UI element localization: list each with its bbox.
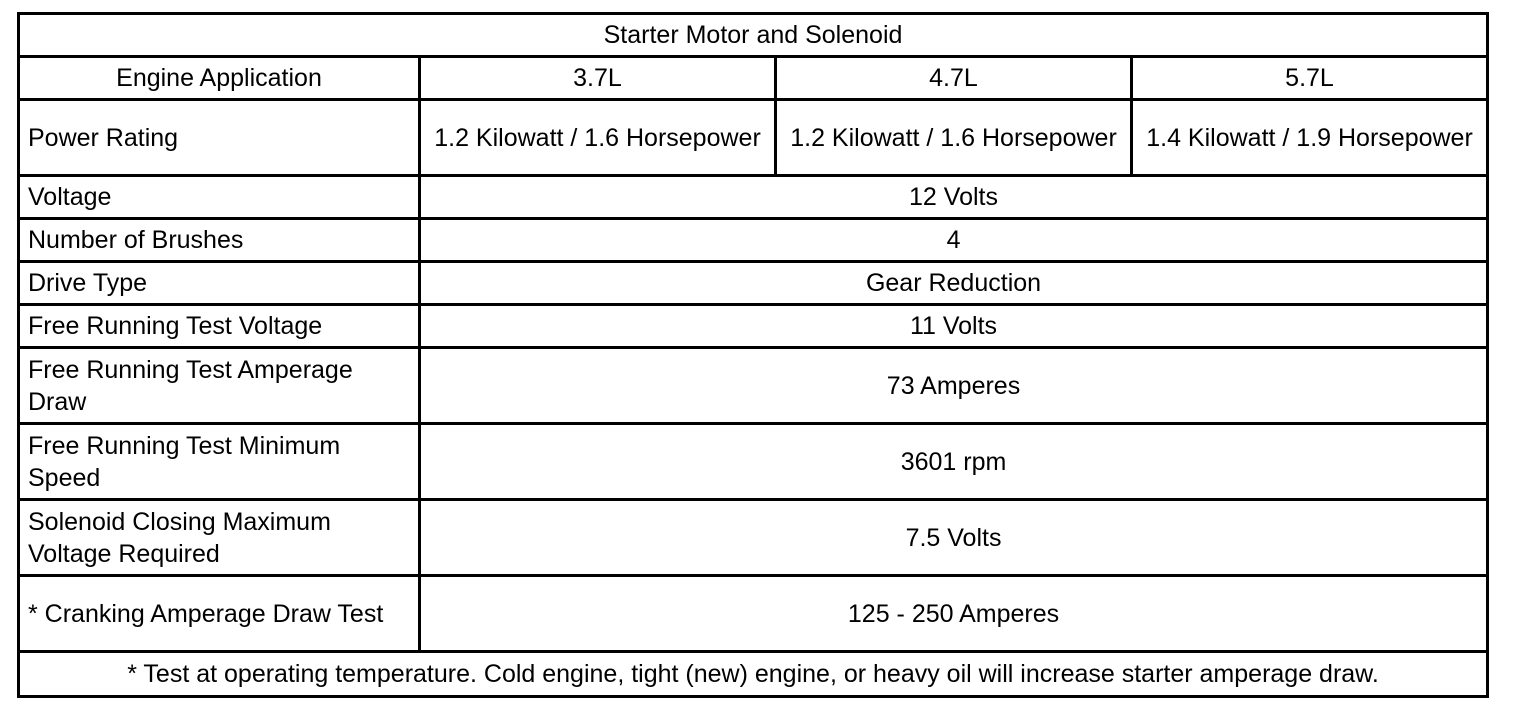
- spec-row-free-running-amperage: [19, 348, 1488, 424]
- power-rating-3-7l: 1.2 Kilowatt / 1.6 Horsepower: [420, 100, 776, 176]
- drive-type-label: Drive Type: [19, 262, 420, 305]
- spec-row-brushes: [19, 219, 1488, 262]
- brushes-value: 4: [420, 219, 1488, 262]
- table-footnote: * Test at operating temperature. Cold engine, tight (new) engine, or heavy oil will increase starter amperage draw.: [19, 652, 1488, 697]
- drive-type-value: Gear Reduction: [420, 262, 1488, 305]
- cranking-amperage-value: 125 - 250 Amperes: [420, 576, 1488, 652]
- engine-application-row: [19, 57, 1488, 100]
- spec-row-drive-type: [19, 262, 1488, 305]
- engine-4-7l-header: 4.7L: [776, 57, 1132, 100]
- spec-row-solenoid-voltage: [19, 500, 1488, 576]
- free-running-voltage-label: Free Running Test Voltage: [19, 305, 420, 348]
- engine-3-7l-header: 3.7L: [420, 57, 776, 100]
- spec-row-voltage: [19, 176, 1488, 219]
- free-running-amperage-label: Free Running Test Amperage Draw: [19, 348, 420, 424]
- cranking-amperage-label: * Cranking Amperage Draw Test: [19, 576, 420, 652]
- free-running-speed-label: Free Running Test Minimum Speed: [19, 424, 420, 500]
- free-running-voltage-value: 11 Volts: [420, 305, 1488, 348]
- power-rating-4-7l: 1.2 Kilowatt / 1.6 Horsepower: [776, 100, 1132, 176]
- footnote-row: [19, 652, 1488, 697]
- free-running-amperage-value: 73 Amperes: [420, 348, 1488, 424]
- voltage-value: 12 Volts: [420, 176, 1488, 219]
- spec-row-free-running-speed: [19, 424, 1488, 500]
- engine-application-label: Engine Application: [19, 57, 420, 100]
- spec-row-free-running-voltage: [19, 305, 1488, 348]
- spec-row-cranking-amperage: [19, 576, 1488, 652]
- starter-motor-spec-table: [17, 12, 1489, 698]
- solenoid-voltage-value: 7.5 Volts: [420, 500, 1488, 576]
- free-running-speed-value: 3601 rpm: [420, 424, 1488, 500]
- brushes-label: Number of Brushes: [19, 219, 420, 262]
- table-title: Starter Motor and Solenoid: [19, 14, 1488, 57]
- engine-5-7l-header: 5.7L: [1132, 57, 1488, 100]
- voltage-label: Voltage: [19, 176, 420, 219]
- title-row: [19, 14, 1488, 57]
- power-rating-row: [19, 100, 1488, 176]
- solenoid-voltage-label: Solenoid Closing Maximum Voltage Required: [19, 500, 420, 576]
- power-rating-label: Power Rating: [19, 100, 420, 176]
- power-rating-5-7l: 1.4 Kilowatt / 1.9 Horsepower: [1132, 100, 1488, 176]
